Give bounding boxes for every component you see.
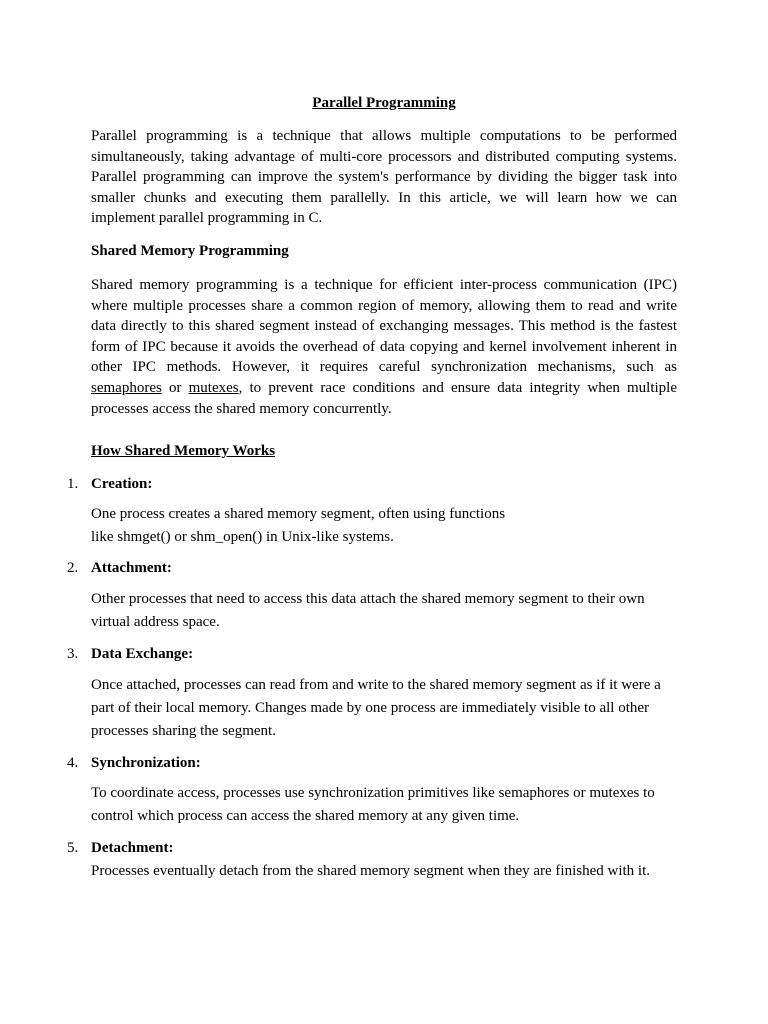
step-4-label: Synchronization: (91, 755, 201, 771)
step-1-label: Creation: (91, 476, 153, 492)
step-3-label: Data Exchange: (91, 646, 194, 662)
shared-para-text-1: Shared memory programming is a technique for efficient inter-process communication (IPC) where multiple processes share a common region of memory, allowing them to read and write data directly to this shared segment instead of exchanging messages. This method is the fastest form of IPC because it avoids the overhead of data copying and kernel involvement inherent in other IPC methods. However, it requires careful synchronization mechanisms, such as (91, 277, 677, 376)
shared-memory-paragraph (91, 275, 677, 419)
step-3-body: Once attached, processes can read from and write to the shared memory segment as if it were a part of their local memory. Changes made by one process are immediately visible to all other processes sharing the segment. (91, 677, 661, 739)
step-4-body: To coordinate access, processes use synchronization primitives like semaphores or mutexes to control which process can access the shared memory at any given time. (91, 785, 655, 824)
step-5-number: 5. (67, 840, 79, 856)
document-title: Parallel Programming (312, 95, 456, 111)
step-4-number: 4. (67, 755, 79, 771)
shared-memory-heading: Shared Memory Programming (91, 243, 289, 259)
step-1-body: One process creates a shared memory segment, often using functions like shmget() or shm_open() in Unix-like systems. (91, 506, 506, 545)
step-2-body: Other processes that need to access this data attach the shared memory segment to their own virtual address space. (91, 591, 645, 630)
step-2-number: 2. (67, 560, 79, 576)
shared-para-text-2: or (161, 379, 189, 396)
step-3-number: 3. (67, 646, 79, 662)
shared-para-text-3: , to prevent race conditions and ensure data integrity when multiple processes access the shared memory concurrently. (91, 379, 677, 417)
mutexes-link[interactable]: mutexes (188, 379, 239, 396)
step-1-number: 1. (67, 476, 79, 492)
step-5-label: Detachment: (91, 840, 174, 856)
step-5-body: Processes eventually detach from the shared memory segment when they are finished with it. (91, 863, 650, 879)
step-2-label: Attachment: (91, 560, 172, 576)
how-shared-memory-works-heading: How Shared Memory Works (91, 443, 276, 459)
intro-paragraph: Parallel programming is a technique that allows multiple computations to be performed simultaneously, taking advantage of multi-core processors and distributed computing systems. Parallel programming can improve the system's performance by dividing the bigger task into smaller chunks and executing them parallelly. In this article, we will learn how we can implement parallel programming in C. (91, 128, 677, 226)
semaphores-link[interactable]: semaphores (91, 379, 162, 396)
